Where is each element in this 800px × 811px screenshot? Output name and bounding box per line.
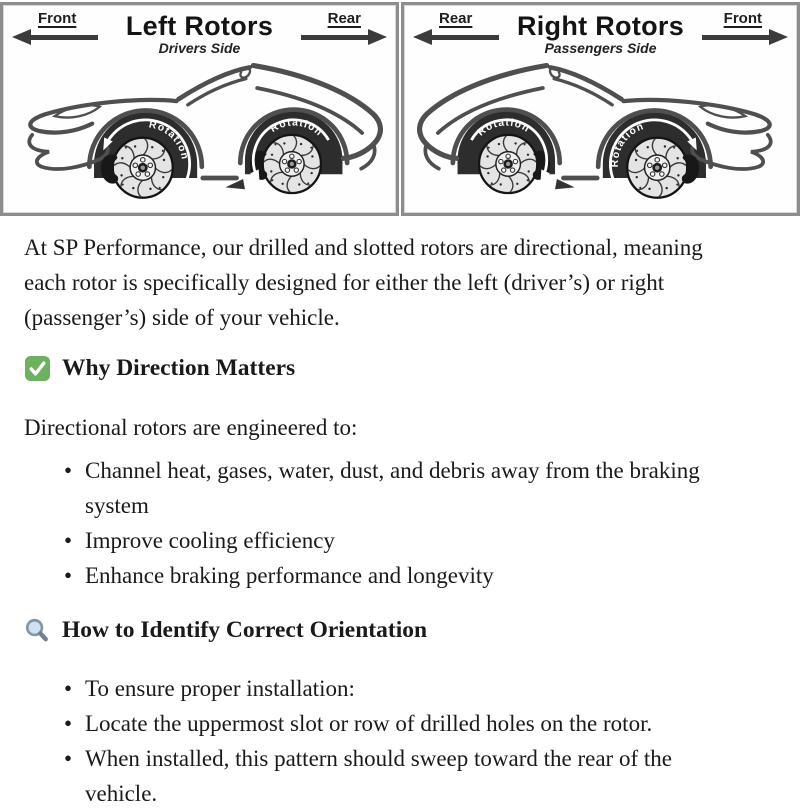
- identify-orientation-heading: [24, 613, 776, 648]
- list-item: • Improve cooling efficiency: [62, 523, 730, 558]
- right-arrow-icon: [702, 29, 788, 45]
- panel-titles: [517, 11, 684, 56]
- article: [0, 216, 800, 811]
- left-arrow-icon: [12, 29, 98, 45]
- magnifier-icon: [24, 617, 51, 644]
- rotation-label: Rotation: [609, 121, 646, 168]
- benefits-list: [62, 453, 730, 593]
- panel-title: Right Rotors: [516, 11, 685, 41]
- right-arrow-icon: [301, 29, 387, 45]
- rear-direction-label: [413, 10, 499, 56]
- heading-text: How to Identify Correct Orientation: [62, 616, 428, 643]
- lead-paragraph: Directional rotors are engineered to:: [24, 414, 358, 440]
- why-direction-matters-heading: [24, 351, 776, 386]
- panel-titles: [126, 11, 273, 56]
- direction-text: Front: [38, 10, 77, 27]
- rear-direction-label: [301, 10, 387, 56]
- direction-text: Front: [723, 10, 762, 27]
- front-direction-label: [702, 10, 788, 56]
- panel-subtitle: Passengers Side: [544, 40, 657, 56]
- list-item: • To ensure proper installation:: [62, 671, 730, 706]
- panel-header: [404, 5, 797, 56]
- list-item: • Enhance braking performance and longevity: [62, 558, 730, 593]
- right-rotors-panel: [401, 2, 800, 216]
- direction-text: Rear: [327, 10, 361, 27]
- list-item: • Locate the uppermost slot or row of drilled holes on the rotor.: [62, 706, 730, 741]
- installation-list: [62, 671, 730, 811]
- panel-header: [3, 5, 396, 56]
- left-rotors-panel: [0, 2, 399, 216]
- check-icon: [24, 355, 51, 382]
- left-arrow-icon: [413, 29, 499, 45]
- car-left-illustration: [3, 58, 396, 208]
- list-item: • Channel heat, gases, water, dust, and debris away from the braking system: [62, 453, 730, 523]
- intro-paragraph: At SP Performance, our drilled and slotted rotors are directional, meaning each rotor is specifically designed for either the left (driver’s) or right (passenger’s) side of your vehicle.: [24, 235, 703, 330]
- heading-text: Why Direction Matters: [62, 355, 296, 381]
- rotation-label: Rotation: [268, 117, 325, 139]
- rotation-label: Rotation: [147, 119, 190, 162]
- panel-title: Left Rotors: [125, 11, 274, 41]
- panel-subtitle: Drivers Side: [158, 40, 241, 56]
- front-direction-label: [12, 10, 98, 56]
- car-right-illustration: [404, 58, 797, 208]
- list-item: • When installed, this pattern should sweep toward the rear of the vehicle.: [62, 741, 730, 811]
- rotor-direction-diagram: [0, 0, 800, 216]
- rotation-label: Rotation: [475, 117, 532, 139]
- direction-text: Rear: [439, 10, 473, 27]
